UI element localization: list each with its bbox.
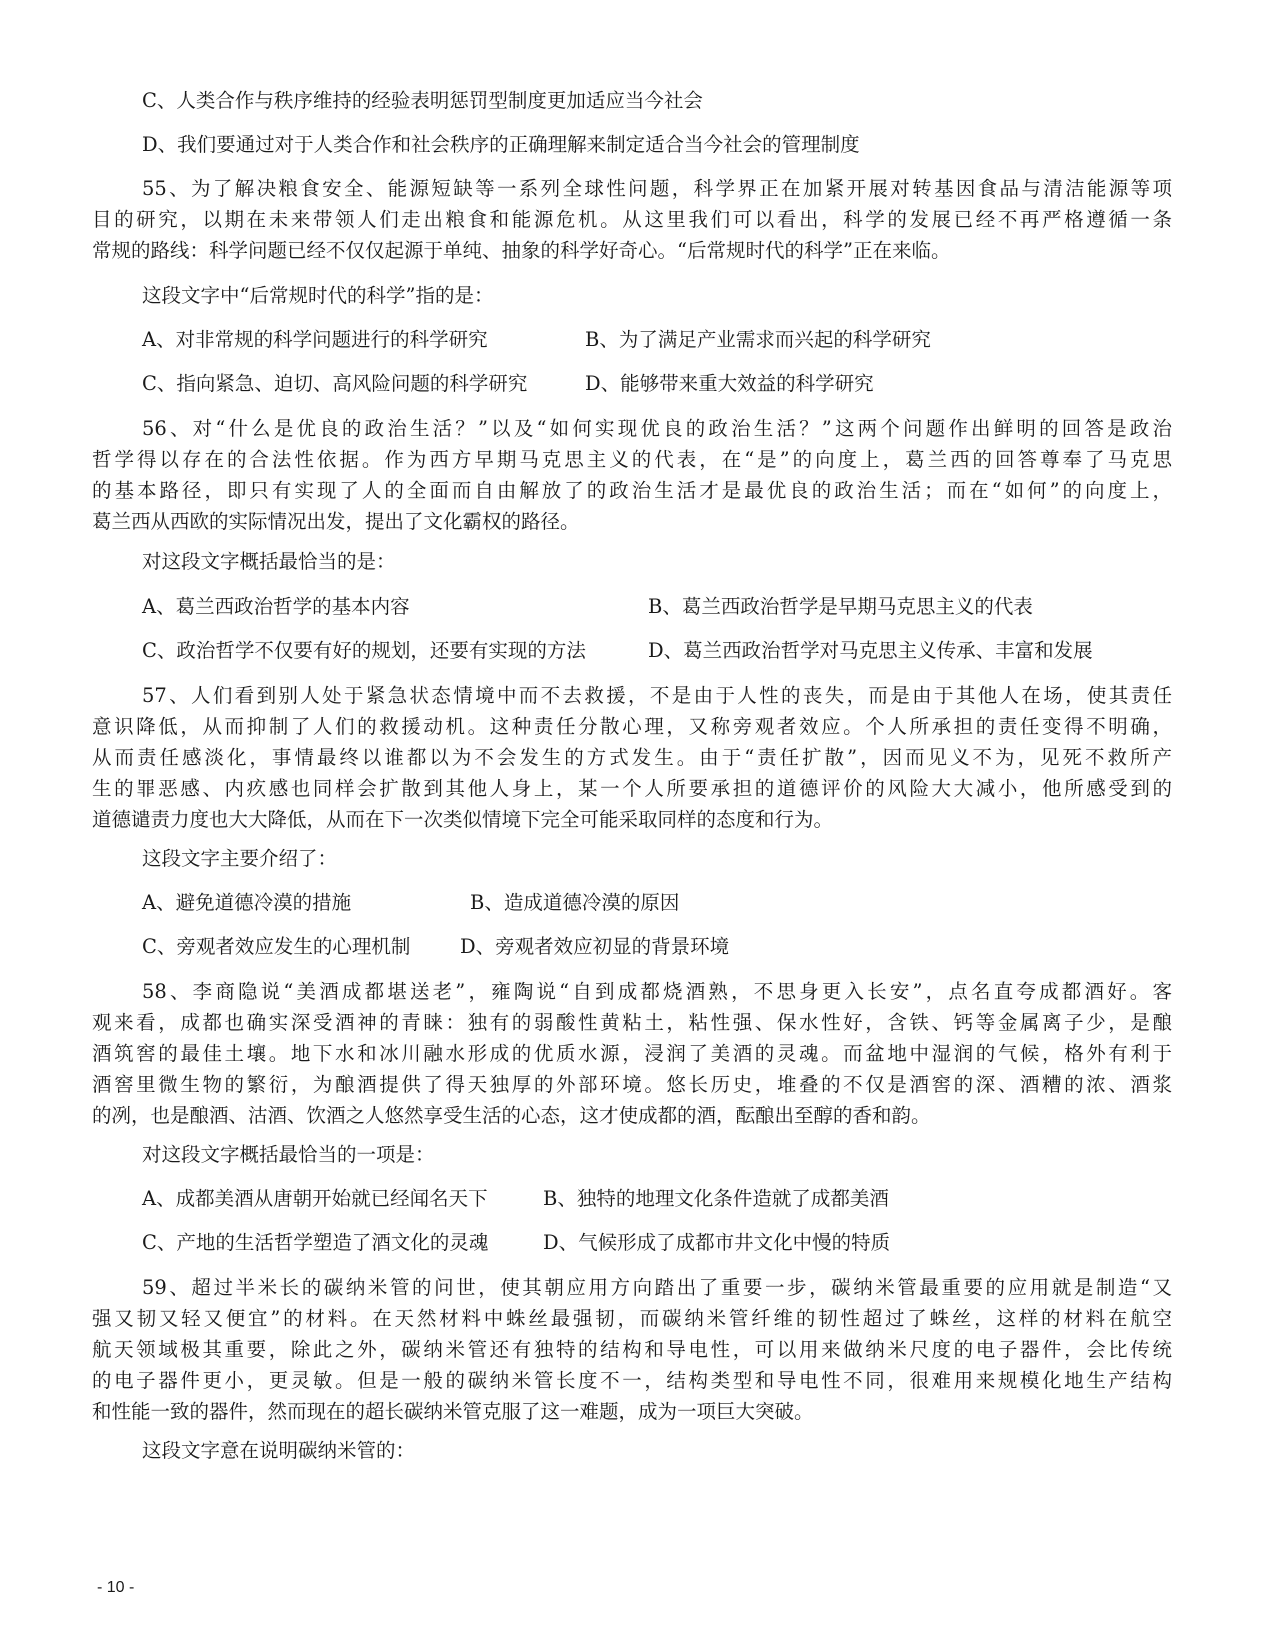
option-b: B、独特的地理文化条件造就了成都美酒	[543, 1187, 889, 1210]
paragraph-line: 强又韧又轻又便宜”的材料。在天然材料中蛛丝最强韧，而碳纳米管纤维的韧性超过了蛛丝，这样的材料在航空	[92, 1307, 1172, 1330]
option-line: D、我们要通过对于人类合作和社会秩序的正确理解来制定适合当今社会的管理制度	[142, 133, 860, 156]
question-58-paragraph	[92, 976, 1172, 1131]
paragraph-line: 58、李商隐说“美酒成都堪送老”，雍陶说“自到成都烧酒熟，不思身更入长安”，点名直夸成都酒好。客	[142, 980, 1172, 1003]
option-b: B、为了满足产业需求而兴起的科学研究	[585, 328, 931, 351]
paragraph-line: 道德谴责力度也大大降低，从而在下一次类似情境下完全可能采取同样的态度和行为。	[92, 808, 834, 831]
option-d: D、葛兰西政治哲学对马克思主义传承、丰富和发展	[648, 639, 1093, 662]
paragraph-line: 航天领域极其重要，除此之外，碳纳米管还有独特的结构和导电性，可以用来做纳米尺度的电子器件，会比传统	[92, 1338, 1172, 1361]
question-56-prompt: 对这段文字概括最恰当的是：	[142, 550, 396, 573]
option-line: C、人类合作与秩序维持的经验表明惩罚型制度更加适应当今社会	[142, 89, 703, 112]
paragraph-line: 哲学得以存在的合法性依据。作为西方早期马克思主义的代表，在“是”的向度上，葛兰西的回答尊奉了马克思	[92, 448, 1172, 471]
question-59-paragraph	[92, 1272, 1172, 1427]
option-c: C、产地的生活哲学塑造了酒文化的灵魂	[142, 1231, 489, 1254]
paragraph-line: 的冽，也是酿酒、沽酒、饮酒之人悠然享受生活的心态，这才使成都的酒，酝酿出至醇的香和韵。	[92, 1104, 931, 1127]
option-b: B、葛兰西政治哲学是早期马克思主义的代表	[648, 595, 1033, 618]
question-59-prompt: 这段文字意在说明碳纳米管的：	[142, 1439, 416, 1462]
paragraph-line: 常规的路线：科学问题已经不仅仅起源于单纯、抽象的科学好奇心。“后常规时代的科学”正在来临。	[92, 239, 951, 262]
question-58-prompt: 对这段文字概括最恰当的一项是：	[142, 1143, 435, 1166]
paragraph-line: 目的研究，以期在未来带领人们走出粮食和能源危机。从这里我们可以看出，科学的发展已经不再严格遵循一条	[92, 208, 1172, 231]
paragraph-line: 酒窖里微生物的繁衍，为酿酒提供了得天独厚的外部环境。悠长历史，堆叠的不仅是酒窖的深、酒糟的浓、酒浆	[92, 1073, 1172, 1096]
paragraph-line: 观来看，成都也确实深受酒神的青睐：独有的弱酸性黄粘土，粘性强、保水性好，含铁、钙等金属离子少，是酿	[92, 1011, 1172, 1034]
question-56-paragraph	[92, 413, 1172, 537]
option-a: A、葛兰西政治哲学的基本内容	[142, 595, 410, 618]
paragraph-line: 生的罪恶感、内疚感也同样会扩散到其他人身上，某一个人所要承担的道德评价的风险大大减小，他所感受到的	[92, 777, 1172, 800]
question-55-prompt: 这段文字中“后常规时代的科学”指的是：	[142, 284, 494, 307]
paragraph-line: 56、对“什么是优良的政治生活？”以及“如何实现优良的政治生活？”这两个问题作出鲜明的回答是政治	[142, 417, 1172, 440]
paragraph-line: 从而责任感淡化，事情最终以谁都以为不会发生的方式发生。由于“责任扩散”，因而见义不为，见死不救所产	[92, 746, 1172, 769]
paragraph-line: 的基本路径，即只有实现了人的全面而自由解放了的政治生活才是最优良的政治生活；而在“如何”的向度上，	[92, 479, 1172, 502]
option-c: C、指向紧急、迫切、高风险问题的科学研究	[142, 372, 528, 395]
paragraph-line: 55、为了解决粮食安全、能源短缺等一系列全球性问题，科学界正在加紧开展对转基因食品与清洁能源等项	[142, 177, 1172, 200]
option-c: C、旁观者效应发生的心理机制	[142, 935, 411, 958]
question-55-paragraph	[92, 173, 1172, 266]
option-c: C、政治哲学不仅要有好的规划，还要有实现的方法	[142, 639, 586, 662]
paragraph-line: 59、超过半米长的碳纳米管的问世，使其朝应用方向踏出了重要一步，碳纳米管最重要的应用就是制造“又	[142, 1276, 1172, 1299]
option-a: A、成都美酒从唐朝开始就已经闻名天下	[142, 1187, 488, 1210]
paragraph-line: 57、人们看到别人处于紧急状态情境中而不去救援，不是由于人性的丧失，而是由于其他人在场，使其责任	[142, 684, 1172, 707]
question-57-paragraph	[92, 680, 1172, 835]
option-b: B、造成道德冷漠的原因	[470, 891, 680, 914]
paragraph-line: 和性能一致的器件，然而现在的超长碳纳米管克服了这一难题，成为一项巨大突破。	[92, 1400, 814, 1423]
question-57-prompt: 这段文字主要介绍了：	[142, 847, 338, 870]
paragraph-line: 酒筑窖的最佳土壤。地下水和冰川融水形成的优质水源，浸润了美酒的灵魂。而盆地中湿润的气候，格外有利于	[92, 1042, 1172, 1065]
option-a: A、避免道德冷漠的措施	[142, 891, 352, 914]
option-a: A、对非常规的科学问题进行的科学研究	[142, 328, 488, 351]
option-d: D、气候形成了成都市井文化中慢的特质	[543, 1231, 891, 1254]
page-number: - 10 -	[97, 1579, 135, 1596]
paragraph-line: 的电子器件更小，更灵敏。但是一般的碳纳米管长度不一，结构类型和导电性不同，很难用来规模化地生产结构	[92, 1369, 1172, 1392]
option-d: D、能够带来重大效益的科学研究	[585, 372, 874, 395]
paragraph-line: 葛兰西从西欧的实际情况出发，提出了文化霸权的路径。	[92, 510, 580, 533]
paragraph-line: 意识降低，从而抑制了人们的救援动机。这种责任分散心理，又称旁观者效应。个人所承担的责任变得不明确，	[92, 715, 1172, 738]
option-d: D、旁观者效应初显的背景环境	[460, 935, 730, 958]
